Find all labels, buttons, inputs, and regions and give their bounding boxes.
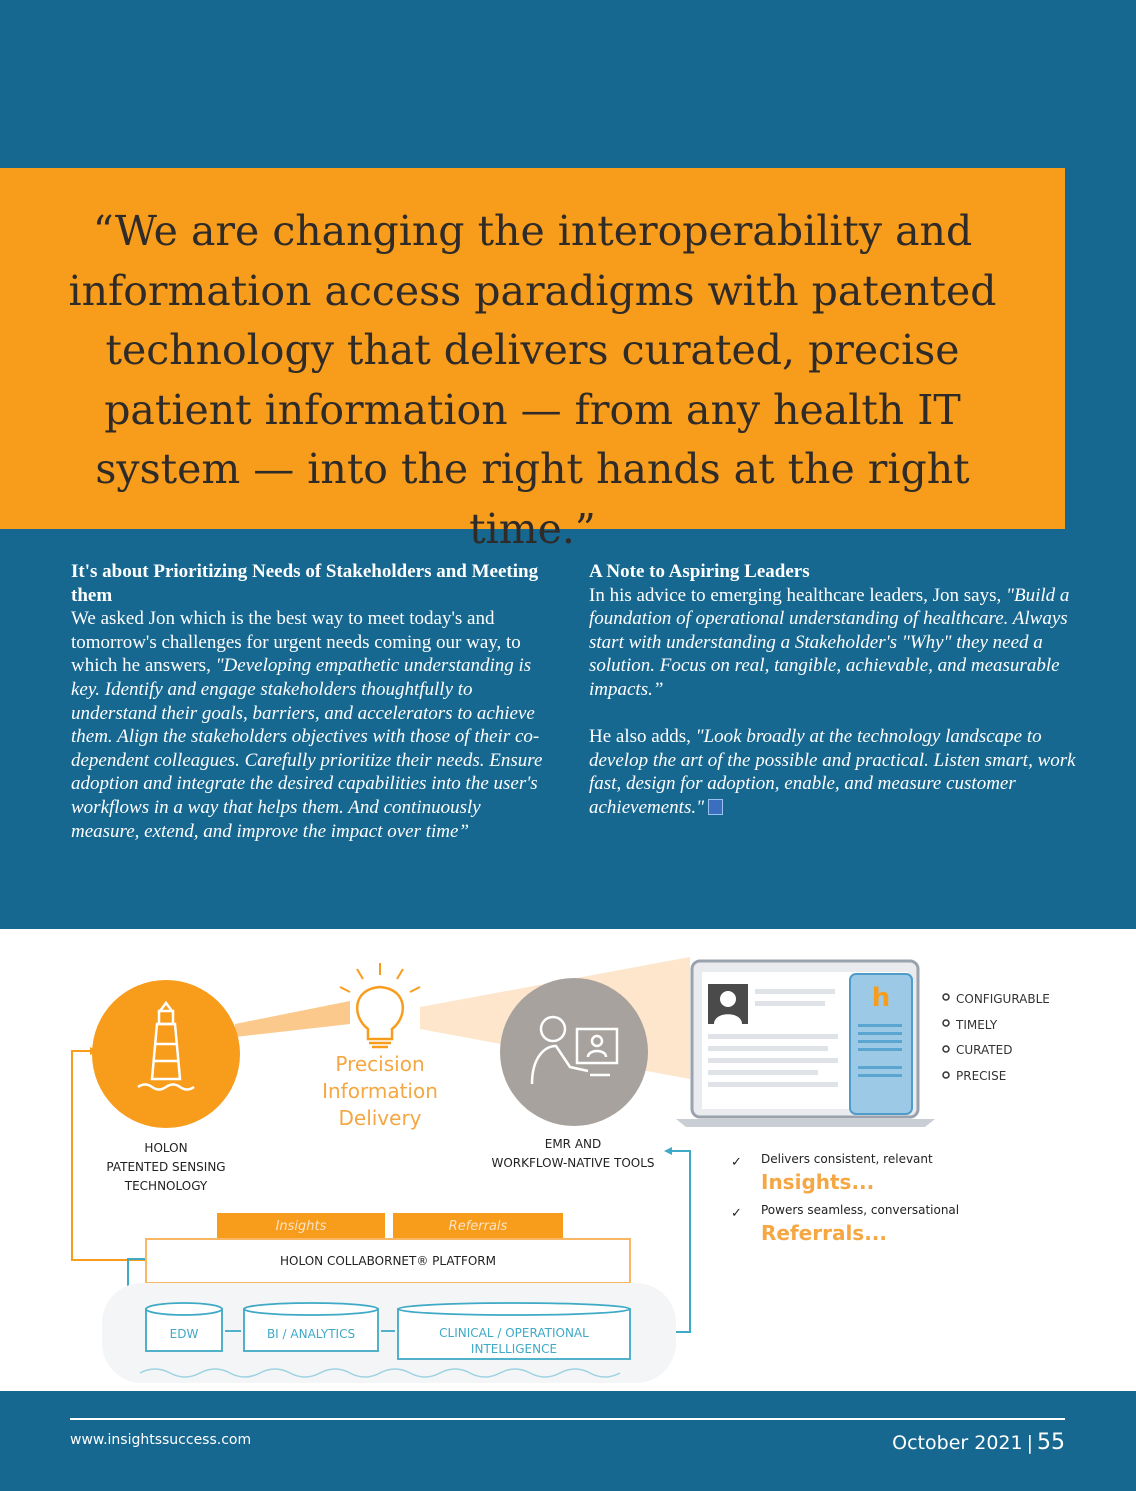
precision-line-1: Precision (335, 1052, 425, 1076)
footer-separator: | (1026, 1432, 1033, 1454)
feature-configurable: CONFIGURABLE (956, 992, 1050, 1006)
emr-label-line-1: EMR AND (544, 1137, 602, 1151)
light-beam-left (235, 1001, 350, 1037)
tab-referrals-label: Referrals (448, 1219, 508, 1234)
checkmark-icon: ✓ (731, 1155, 742, 1170)
emr-label-line-2: WORKFLOW-NATIVE TOOLS (491, 1156, 655, 1170)
feature-bullets (943, 994, 949, 1078)
holon-diagram (0, 929, 1136, 1391)
right-column-para-1 (589, 584, 1079, 702)
article-column-left (71, 560, 551, 843)
db-edw-label: EDW (169, 1327, 199, 1341)
article-column-right (589, 560, 1079, 820)
laptop-illustration (676, 961, 935, 1127)
tab-insights-label: Insights (275, 1219, 327, 1234)
lightbulb-icon (357, 987, 403, 1047)
pull-quote-text: “We are changing the interoperability and information access paradigms with patented technology that delivers curated, precise patient information — from any health IT system — into the right hands at the right time.” (68, 207, 997, 553)
feature-timely: TIMELY (956, 1017, 998, 1032)
footer-date: October 2021 (892, 1432, 1023, 1454)
right-column-para-2 (589, 725, 1079, 819)
footer-divider (70, 1418, 1065, 1420)
db-clinical-line-2: INTELLIGENCE (470, 1342, 558, 1356)
emr-label (478, 1135, 668, 1173)
platform-label: HOLON COLLABORNET® PLATFORM (280, 1254, 496, 1268)
benefit-1-text: Delivers consistent, relevant (761, 1152, 933, 1166)
left-column-intro: We asked Jon which is the best way to meet today's and tomorrow's challenges for urgent needs coming our way, to which he answers, (71, 608, 521, 677)
precision-label (300, 1051, 460, 1132)
checkmark-icon: ✓ (731, 1206, 742, 1221)
benefit-2-highlight: Referrals... (761, 1221, 888, 1245)
right-column-quote-2: "Look broadly at the technology landscape to develop the art of the possible and practical. Listen smart, work fast, design for adoption, enable, and measure customer achievements." (589, 726, 1076, 818)
holon-label-line-1: HOLON (144, 1141, 188, 1155)
left-column-quote: "Developing empathetic understanding is key. Identify and engage stakeholders thoughtfully to understand their goals, barriers, and accelerators to achieve them. Align the stakeholders objectives with those of their co-dependent colleagues. Carefully prioritize their needs. Ensure adoption and integrate the desired capabilities into the user's workflows in a way that helps them. And continuously measure, extend, and improve the impact over time” (71, 655, 543, 842)
pull-quote-box (0, 168, 1065, 553)
benefit-1 (731, 1151, 933, 1170)
screen-logo: h (871, 983, 891, 1013)
precision-line-2: Information (322, 1079, 438, 1103)
right-column-heading: A Note to Aspiring Leaders (589, 561, 810, 582)
db-bi-label: BI / ANALYTICS (266, 1327, 356, 1341)
right-column-quote-1: "Build a foundation of operational understanding of healthcare. Always start with understanding a Stakeholder's "Why" they need a solution. Focus on real, tangible, achievable, and measurable impacts.” (589, 584, 1070, 700)
benefit-2-text: Powers seamless, conversational (761, 1203, 960, 1217)
right-column-intro: In his advice to emerging healthcare leaders, Jon says, (589, 584, 1006, 606)
feature-list (956, 987, 1050, 1090)
feature-curated: CURATED (956, 1043, 1013, 1058)
db-clinical-label (398, 1325, 630, 1357)
page-number: 55 (1037, 1430, 1065, 1455)
right-column-intro-2: He also adds, (589, 726, 696, 748)
holon-label-line-3: TECHNOLOGY (124, 1179, 208, 1193)
footer-date-page (892, 1430, 1065, 1455)
holon-label (96, 1139, 236, 1196)
footer-url: www.insightssuccess.com (70, 1432, 252, 1448)
article-end-mark-icon (708, 799, 723, 815)
benefit-2 (731, 1202, 960, 1221)
feature-precise: PRECISE (956, 1069, 1007, 1084)
left-column-heading: It's about Prioritizing Needs of Stakeholders and Meeting them (71, 561, 539, 606)
db-clinical-line-1: CLINICAL / OPERATIONAL (439, 1326, 589, 1340)
left-column-body (71, 607, 551, 843)
benefit-1-highlight: Insights... (761, 1170, 875, 1194)
precision-line-3: Delivery (338, 1106, 422, 1130)
emr-circle (500, 978, 648, 1126)
holon-label-line-2: PATENTED SENSING (106, 1160, 226, 1174)
